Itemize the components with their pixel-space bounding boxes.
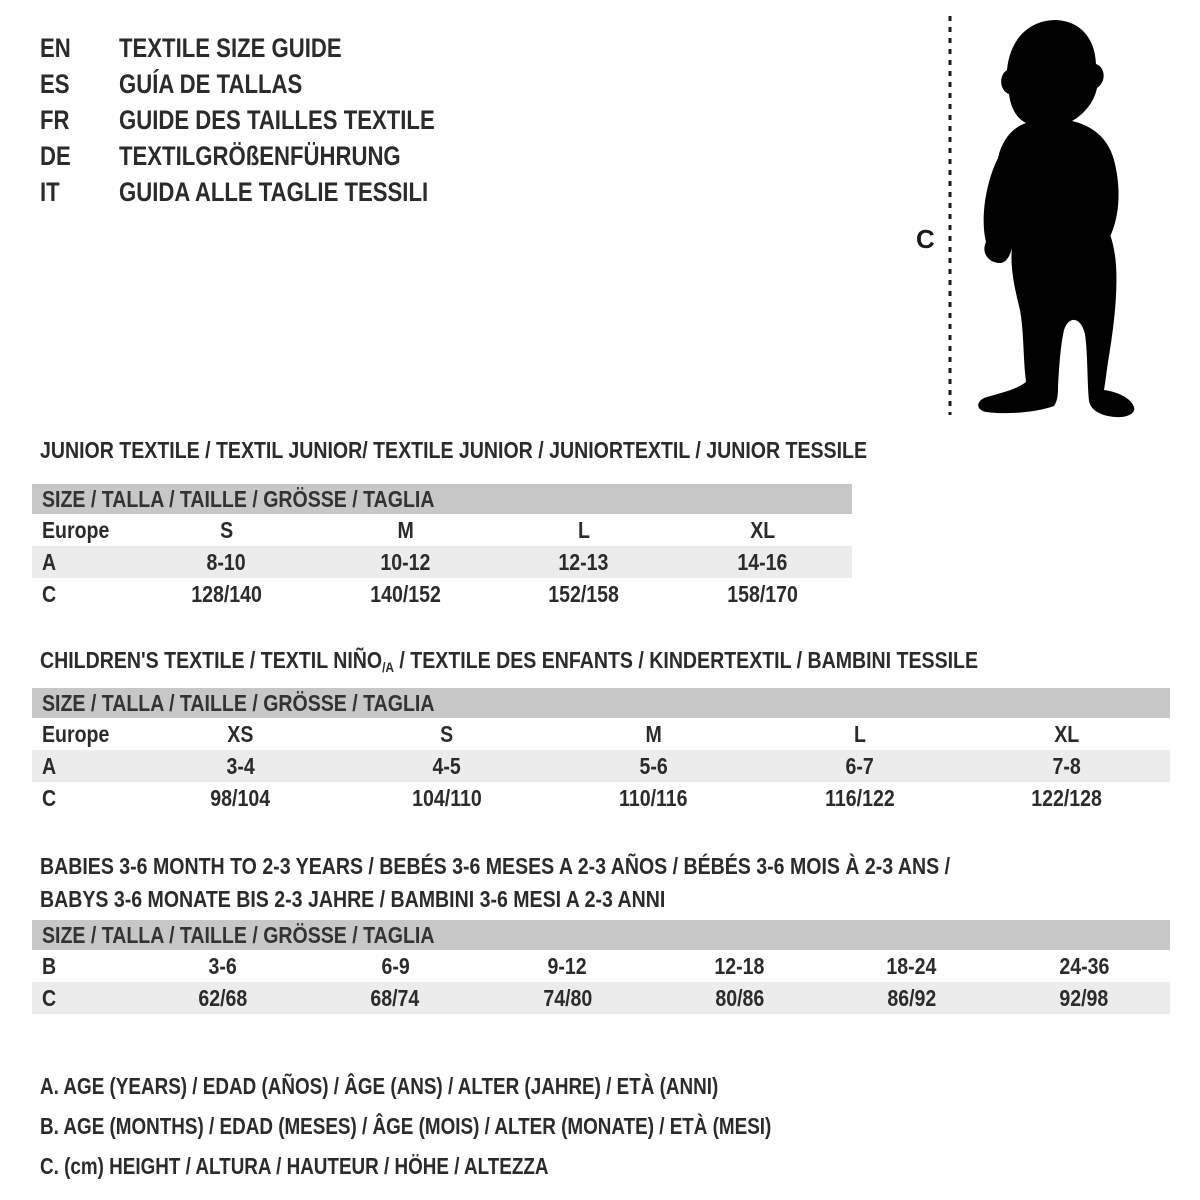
table-cell: 18-24 <box>886 953 937 979</box>
table-cell: M <box>645 721 662 747</box>
legend-line-c: C. (cm) HEIGHT / ALTURA / HAUTEUR / HÖHE / ALTEZZA <box>40 1153 549 1179</box>
legend-line-b: B. AGE (MONTHS) / EDAD (MESES) / ÂGE (MOIS) / ALTER (MONATE) / ETÀ (MESI) <box>40 1113 772 1139</box>
legend-line-a: A. AGE (YEARS) / EDAD (AÑOS) / ÂGE (ANS) / ALTER (JAHRE) / ETÀ (ANNI) <box>40 1073 719 1099</box>
table-cell: 104/110 <box>412 785 482 811</box>
table-cell: XS <box>227 721 254 747</box>
junior-size-header: SIZE / TALLA / TAILLE / GRÖSSE / TAGLIA <box>32 484 852 514</box>
table-row <box>32 750 1170 782</box>
table-cell: 122/128 <box>1031 785 1102 811</box>
nino-a-subscript: /A <box>382 659 394 675</box>
children-size-table <box>32 688 1170 814</box>
lang-code-en: EN <box>40 33 71 63</box>
lang-title-it: GUIDA ALLE TAGLIE TESSILI <box>119 177 429 207</box>
table-cell: 74/80 <box>542 985 592 1011</box>
table-cell: 92/98 <box>1059 985 1109 1011</box>
toddler-silhouette <box>978 20 1134 417</box>
table-cell: 110/116 <box>619 785 688 811</box>
table-row <box>32 982 1170 1014</box>
table-cell: 86/92 <box>887 985 937 1011</box>
row-label: Europe <box>42 517 110 543</box>
table-cell: S <box>440 721 454 747</box>
lang-row-es <box>40 66 504 102</box>
lang-title-de: TEXTILGRÖßENFÜHRUNG <box>119 141 401 171</box>
lang-code-it: IT <box>40 177 60 207</box>
babies-size-table <box>32 920 1170 1014</box>
table-row <box>32 718 1170 750</box>
table-cell: 3-6 <box>208 953 238 979</box>
lang-code-fr: FR <box>40 105 70 135</box>
table-cell: 8-10 <box>206 549 246 575</box>
junior-size-table <box>32 484 852 610</box>
table-cell: 5-6 <box>639 753 668 779</box>
lang-title-fr: GUIDE DES TAILLES TEXTILE <box>119 105 435 135</box>
table-cell: 62/68 <box>198 985 248 1011</box>
table-cell: 68/74 <box>370 985 420 1011</box>
table-cell: 98/104 <box>210 785 271 811</box>
children-section-title: CHILDREN'S TEXTILE / TEXTIL NIÑO/A / TEXTILE DES ENFANTS / KINDERTEXTIL / BAMBINI TESSILE <box>40 647 979 675</box>
table-row <box>32 782 1170 814</box>
row-label: A <box>42 549 57 575</box>
table-cell: 3-4 <box>226 753 255 779</box>
table-cell: 140/152 <box>369 581 441 607</box>
table-row <box>32 514 852 546</box>
table-cell: 158/170 <box>727 581 798 607</box>
lang-code-es: ES <box>40 69 70 99</box>
table-cell: 24-36 <box>1058 953 1109 979</box>
lang-row-fr <box>40 102 504 138</box>
table-cell: S <box>219 517 233 543</box>
lang-row-de <box>40 138 504 174</box>
babies-size-header: SIZE / TALLA / TAILLE / GRÖSSE / TAGLIA <box>32 920 1170 950</box>
lang-title-es: GUÍA DE TALLAS <box>119 69 303 99</box>
table-cell: 6-7 <box>845 753 875 779</box>
lang-title-en: TEXTILE SIZE GUIDE <box>119 33 342 63</box>
table-row <box>32 950 1170 982</box>
lang-row-it <box>40 174 504 210</box>
table-cell: 9-12 <box>547 953 587 979</box>
table-cell: XL <box>750 517 776 543</box>
babies-section-title: BABIES 3-6 MONTH TO 2-3 YEARS / BEBÉS 3-6 MESES A 2-3 AÑOS / BÉBÉS 3-6 MOIS À 2-3 ANS / BABYS 3-6 MONATE BIS 2-3 JAHRE / BAMBINI 3-6 MESI A 2-3 ANNI <box>40 853 951 912</box>
height-measure-figure <box>900 8 1150 420</box>
row-label: C <box>42 785 57 811</box>
table-cell: 152/158 <box>548 581 620 607</box>
table-cell: 80/86 <box>715 985 765 1011</box>
table-cell: 116/122 <box>825 785 895 811</box>
table-cell: 4-5 <box>432 753 462 779</box>
lang-code-de: DE <box>40 141 71 171</box>
table-row <box>32 578 852 610</box>
language-title-list <box>40 30 504 210</box>
table-cell: 12-13 <box>558 549 609 575</box>
table-cell: 128/140 <box>191 581 262 607</box>
table-cell: 6-9 <box>381 953 410 979</box>
table-row <box>32 546 852 578</box>
table-cell: 12-18 <box>714 953 765 979</box>
table-cell: 14-16 <box>737 549 788 575</box>
row-label: Europe <box>42 721 110 747</box>
row-label: B <box>42 953 57 979</box>
table-cell: M <box>396 517 414 543</box>
measurement-legend <box>40 1066 932 1186</box>
row-label: C <box>42 985 57 1011</box>
junior-section-title: JUNIOR TEXTILE / TEXTIL JUNIOR/ TEXTILE JUNIOR / JUNIORTEXTIL / JUNIOR TESSILE <box>40 437 868 463</box>
height-label: C <box>916 224 935 254</box>
row-label: C <box>42 581 57 607</box>
table-cell: XL <box>1054 721 1080 747</box>
children-size-header: SIZE / TALLA / TAILLE / GRÖSSE / TAGLIA <box>32 688 1170 718</box>
table-cell: 10-12 <box>380 549 431 575</box>
lang-row-en <box>40 30 504 66</box>
table-cell: L <box>577 517 590 543</box>
row-label: A <box>42 753 57 779</box>
table-cell: L <box>854 721 867 747</box>
table-cell: 7-8 <box>1052 753 1081 779</box>
